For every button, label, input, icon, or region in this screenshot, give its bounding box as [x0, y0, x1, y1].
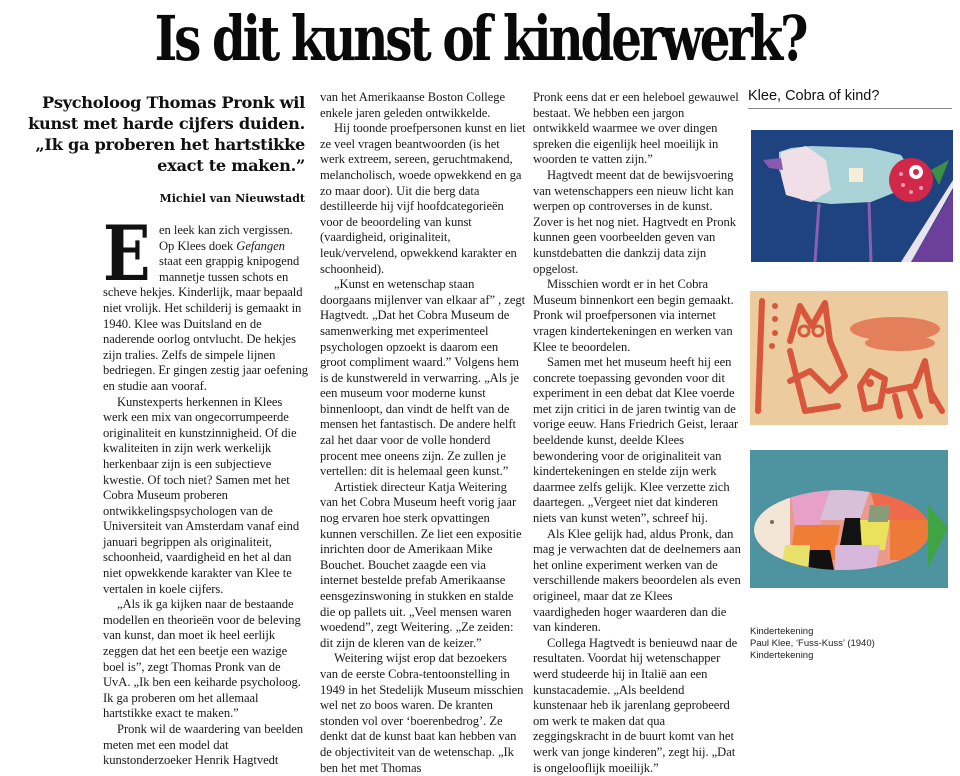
bird-drawing-icon — [751, 130, 953, 262]
fish-drawing-image — [750, 450, 948, 588]
paragraph: Pronk eens dat er een heleboel gewauwel bestaat. We hebben een jargon ontwikkeld waarmee we over dingen spreken die eigenlijk heel moeilijk in woorden te vatten zijn.” — [533, 90, 739, 167]
klee-fuss-kuss-image — [750, 291, 948, 425]
image-captions — [750, 626, 875, 662]
fish-drawing-icon — [750, 450, 948, 588]
article-column-3 — [533, 90, 741, 776]
paragraph: Samen met het museum heeft hij een concrete toepassing gevonden voor dit experiment in een debat dat Klee voerde met zijn critici in de jaren twintig van de vorige eeuw. Hans Friedrich Geist, leraar beeldende kunst, deelde Klees bewondering voor de originaliteit van kindertekeningen en stelde zijn werk daarmee zelfs gelijk. Klee verzette zich daartegen. „Vergeet niet dat kinderen niets van kunst weten”, schreef hij. — [533, 355, 739, 526]
intro-lead: Psycholoog Thomas Pronk wil kunst met harde cijfers duiden. „Ik ga proberen het hartstikke exact te maken.” — [28, 93, 305, 175]
caption-2: Paul Klee, ‘Fuss-Kuss’ (1940) — [750, 638, 875, 649]
paragraph: Hij toonde proefpersonen kunst en liet ze veel vragen beantwoorden (is het werk extreem, sereen, geruchtmakend, melancholisch, woede opwekkend en ga zo maar door). Uit die berg data destilleerde hij vijf hoofdcategorieën voor de beoordeling van kunst (vaardigheid, originaliteit, leuk/vervelend, opwekkend karakter en schoonheid). — [320, 121, 526, 276]
article-column-2 — [320, 90, 527, 776]
caption-3: Kindertekening — [750, 650, 814, 661]
headline: Is dit kunst of kinderwerk? — [154, 2, 806, 75]
caption-1: Kindertekening — [750, 626, 814, 637]
dropcap: E — [103, 209, 151, 298]
paragraph: Artistiek directeur Katja Weitering van het Cobra Museum heeft vorig jaar nog ervaren hoe sterk opvattingen kunnen verschillen. Ze liet een expositie inrichten door de Amerikaan Mike Bouchet. Bouchet zaagde een via internet bestelde prefab Amerikaanse eensgezinswoning in stukken en stalde die op pallets uit. „Veel mensen waren woedend”, zegt Weitering. „Ze zeiden: dit zijn de kleren van de keizer.” — [320, 479, 522, 650]
klee-drawing-icon — [750, 291, 948, 425]
sidebar-title: Klee, Cobra of kind? — [748, 88, 952, 109]
paragraph: Pronk wil de waardering van beelden meten met een model dat kunstonderzoeker Henrik Hagtvedt — [103, 722, 304, 768]
paragraph: Misschien wordt er in het Cobra Museum binnenkort een begin gemaakt. Pronk wil proefpersonen via internet vragen kindertekeningen en werken van Klee te beoordelen. — [533, 277, 734, 354]
paragraph: „Kunst en wetenschap staan doorgaans mijlenver van elkaar af” , zegt Hagtvedt. „Dat het Cobra Museum de samenwerking met experimenteel psychologen opzoekt is daarom een groot compliment waard.” Volgens hem is de kunstwereld in verwarring. „Als je een museum voor moderne kunst binnenloopt, dan vindt de helft van de mensen het fantastisch. De andere helft zal het daar voor de volle honderd procent mee oneens zijn. Ze zullen je vertellen: dit is helemaal geen kunst.” — [320, 277, 526, 479]
paragraph: Hagtvedt meent dat de bewijsvoering van wetenschappers een nieuw licht kan werpen op controverses in de kunst. Zover is het nog niet. Hagtvedt en Pronk kunnen geen voorbeelden geven van kunstdebatten die dankzij data zijn opgelost. — [533, 167, 736, 276]
bird-drawing-image — [751, 130, 953, 262]
paragraph: Kunstexperts herkennen in Klees werk een mix van ongecorrumpeerde originaliteit en kunstzinnigheid. Of die kwaliteiten in zijn werk werkelijk herkenbaar zijn is een subjectieve kwestie. Of toch niet? Samen met het Cobra Museum proberen ontwikkelingspsychologen van de Universiteit van Amsterdam vanaf eind januari begrippen als originaliteit, schoonheid, vaardigheid en het al dan niet opwekkende karakter van Klee te vertalen in koele cijfers. — [103, 394, 300, 596]
sidebar-box — [748, 88, 952, 121]
article-column-1 — [103, 209, 310, 769]
paragraph: Als Klee gelijk had, aldus Pronk, dan mag je verwachten dat de deelnemers aan het online experiment werken van de verschillende makers beoordelen als even origineel, maar dat ze Klees vaardigheden hoger waarderen dan die van kinderen. — [533, 526, 741, 635]
paragraph: „Als ik ga kijken naar de bestaande modellen en theorieën voor de beleving van kunst, dan moet ik heel eerlijk zeggen dat het een beetje een wazige boel is”, zegt Thomas Pronk van de UvA. „Ik ben een keiharde psycholoog. Ik ga proberen om het allemaal hartstikke exact te maken.” — [103, 597, 301, 721]
byline: Michiel van Nieuwstadt — [159, 192, 305, 205]
paragraph: Een leek kan zich vergissen. Op Klees doek Gefangen staat een grappig knipogend mannetje tussen schots en scheve hekjes. Kinderlijk, maar bepaald niet vrolijk. Het schilderij is gemaakt in 1940. Klee was Duitsland en de naderende oorlog ontvlucht. De hekjes zijn tralies. Zelfs de simpele lijnen bedriegen. Er gingen zestig jaar oefening en studie aan vooraf. — [103, 209, 308, 393]
paragraph: Weitering wijst erop dat bezoekers van de eerste Cobra-tentoonstelling in 1949 in het Stedelijk Museum misschien wel net zo boos waren. De kranten stonden vol over ‘boerenbedrog’. Ze denkt dat de kunst baat kan hebben van de objectiviteit van de wetenschap. „Ik ben het met Thomas — [320, 651, 524, 775]
paragraph: van het Amerikaanse Boston College enkele jaren geleden ontwikkelde. — [320, 90, 506, 120]
paragraph: Collega Hagtvedt is benieuwd naar de resultaten. Voordat hij wetenschapper werd studeerde hij in Italië aan een kunstacademie. „Als beeldend kunstenaar heb ik jarenlang geprobeerd om werk te maken dat qua zeggingskracht in de buurt komt van het werk van jonge kinderen”, zegt hij. „Dat is ongelooflijk moeilijk.” — [533, 635, 738, 775]
